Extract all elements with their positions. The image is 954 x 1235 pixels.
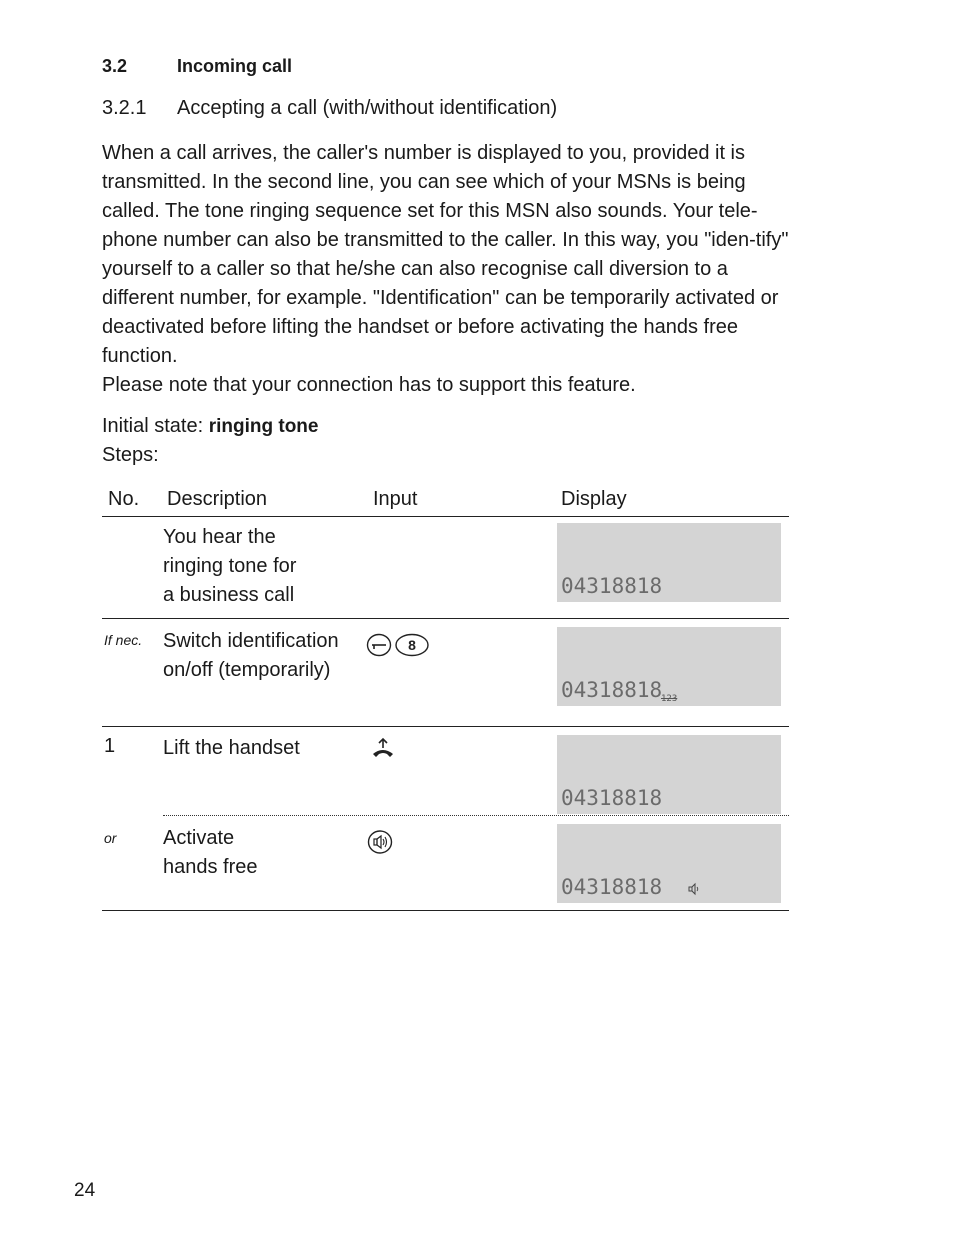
row2-display	[557, 627, 781, 706]
initial-state-value: ringing tone	[208, 416, 319, 437]
header-input: Input	[373, 488, 418, 510]
display-line: 04318818	[561, 574, 663, 598]
header-rule	[102, 516, 789, 517]
row1-description-line: a business call	[163, 584, 295, 606]
row4-description-line: hands free	[163, 856, 258, 878]
row4-description	[163, 824, 258, 882]
initial-state	[102, 415, 318, 438]
identification-symbol: 123	[661, 694, 678, 704]
header-no: No.	[108, 488, 140, 510]
header-display: Display	[561, 488, 627, 510]
row1-description-line: You hear the	[163, 526, 276, 548]
loudspeaker-icon	[687, 882, 701, 896]
row-rule	[102, 726, 789, 727]
table-bottom-rule	[102, 910, 789, 911]
steps-label: Steps:	[102, 444, 159, 466]
display-line: 04318818	[561, 678, 663, 702]
note-paragraph: Please note that your connection has to support this feature.	[102, 374, 636, 396]
row-dotted-rule	[163, 815, 789, 816]
row3-description	[163, 734, 300, 763]
loudspeaker-key-icon	[367, 829, 395, 855]
display-line: 04318818	[561, 875, 663, 899]
subsection-title: Accepting a call (with/without identification)	[177, 97, 558, 119]
row2-description-line: Switch identification	[163, 630, 339, 652]
header-description: Description	[167, 488, 268, 510]
row2-description-line: on/off (temporarily)	[163, 659, 331, 681]
section-number: 3.2	[102, 56, 128, 76]
row2-description	[163, 627, 339, 685]
row3-no: 1	[104, 735, 116, 757]
page-number: 24	[74, 1180, 96, 1201]
lift-handset-icon	[370, 737, 396, 761]
row2-no: If nec.	[104, 632, 143, 648]
row4-description-line: Activate	[163, 827, 235, 849]
row4-no: or	[104, 830, 117, 846]
subsection-number: 3.2.1	[102, 97, 147, 119]
row3-description-line: Lift the handset	[163, 737, 300, 759]
intro-paragraph: When a call arrives, the caller's number is displayed to you, provided it is transmitted. In the second line, you can see which of your MSNs is being called. The tone ringing sequence set for this MSN also sounds. Your tele-phone number can also be transmitted to the caller. In this way, you "iden-tify" yourself to a caller so that he/she can also recognise call diversion to a different number, for example. "Identification" can be temporarily activated or deactivated before lifting the handset or before activating the hands free function.	[102, 142, 789, 367]
row3-display	[557, 735, 781, 814]
row1-display	[557, 523, 781, 602]
row1-description-line: ringing tone for	[163, 555, 297, 577]
digit-key-label: 8	[408, 637, 416, 653]
digit-key-icon	[395, 632, 431, 658]
section-title: Incoming call	[177, 56, 293, 76]
row1-description	[163, 523, 296, 610]
row-rule	[102, 618, 789, 619]
row4-display	[557, 824, 781, 903]
display-line: 04318818	[561, 786, 663, 810]
initial-state-label: Initial state:	[102, 415, 209, 437]
